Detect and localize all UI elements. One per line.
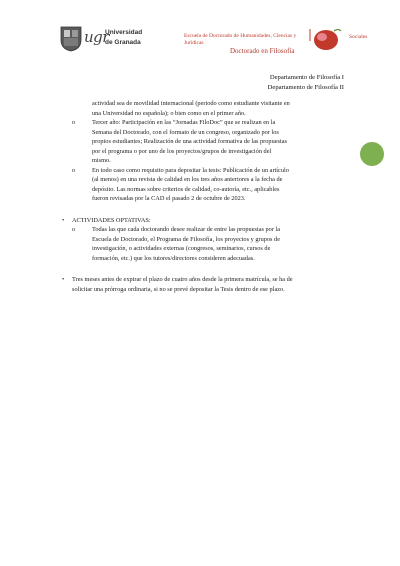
text-line: una Universidad no española); o bien como en el primer año. [92, 109, 246, 117]
text-line: Tercer año: Participación en las “Jornadas FiloDoc” que se realizan en la [92, 119, 276, 126]
social-label: Sociales [349, 34, 368, 40]
side-circle [360, 142, 384, 166]
text-line: Semana del Doctorado, con el formato de un congreso, organizado por los [92, 128, 279, 136]
department-line: Departamento de Filosofía I [269, 74, 344, 81]
page-header [0, 0, 400, 60]
pomegranate-icon [306, 27, 342, 51]
list-marker: o [72, 119, 76, 126]
text-line: Escuela de Doctorado, el Programa de Filosofía, los proyectos y grupos de [92, 235, 280, 243]
intro-continuation [72, 99, 340, 118]
text-line: formación, etc.) que los tutores/directores consideren adecuadas. [92, 254, 255, 262]
text-line: propios estudiantes; Realización de una actividad formativa de las propuestas [92, 138, 287, 145]
text-line: Todas las que cada doctorando desee realizar de entre las propuestas por la [92, 226, 281, 233]
program-title: Doctorado en Filosofía [230, 47, 295, 55]
text-line: por el programa o por uno de los proyectos/grupos de investigación del [92, 147, 272, 155]
text-line: depósito. Las normas sobre criterios de calidad, co-autoría, etc., aplicables [92, 185, 280, 193]
list-marker: o [72, 166, 76, 174]
text-line: solicitar una prórroga ordinaria, si no se prevé depositar la Tesis dentro de ese plazo. [72, 285, 285, 293]
logo-text: ugr [84, 28, 109, 46]
text-line: Tres meses antes de expirar el plazo de cuatro años desde la primera matrícula, se ha de [72, 276, 293, 283]
departments-block [268, 73, 344, 92]
text-line: fueron revisadas por la CAD el pasado 2 de octubre de 2023. [92, 195, 246, 202]
text-line: mismo. [92, 157, 111, 164]
text-line: investigación, o actividades externas (congresos, seminarios, cursos de [92, 245, 271, 252]
list-item-requirement [72, 166, 340, 204]
department-line: Departamento de Filosofía II [267, 83, 344, 91]
extension-note [62, 275, 340, 294]
university-name-line2: de Granada [105, 39, 141, 46]
text-line: En todo caso como requisito para depositar la tesis: Publicación de un artículo [92, 166, 289, 174]
school-name: Escuela de Doctorado de Humanidades, Ciencias y Jurídicas [184, 33, 297, 46]
text-line: actividad sea de movilidad internacional (periodo como estudiante visitante en [92, 100, 290, 107]
section-heading: ACTIVIDADES OPTATIVAS: [72, 216, 151, 224]
university-name-line1: Universidad [105, 29, 143, 36]
text-line: (al menos) en una revista de calidad en los tres años anteriores a la fecha de [92, 176, 283, 183]
list-item-third-year [72, 118, 340, 166]
bullet-marker: • [62, 276, 65, 283]
bullet-marker: • [62, 216, 65, 224]
optional-activities-heading [62, 216, 340, 226]
list-item-optional [72, 225, 340, 263]
list-marker: o [72, 226, 76, 233]
document-body [62, 99, 340, 294]
crest-icon [60, 26, 82, 52]
university-logo[interactable] [60, 26, 143, 52]
